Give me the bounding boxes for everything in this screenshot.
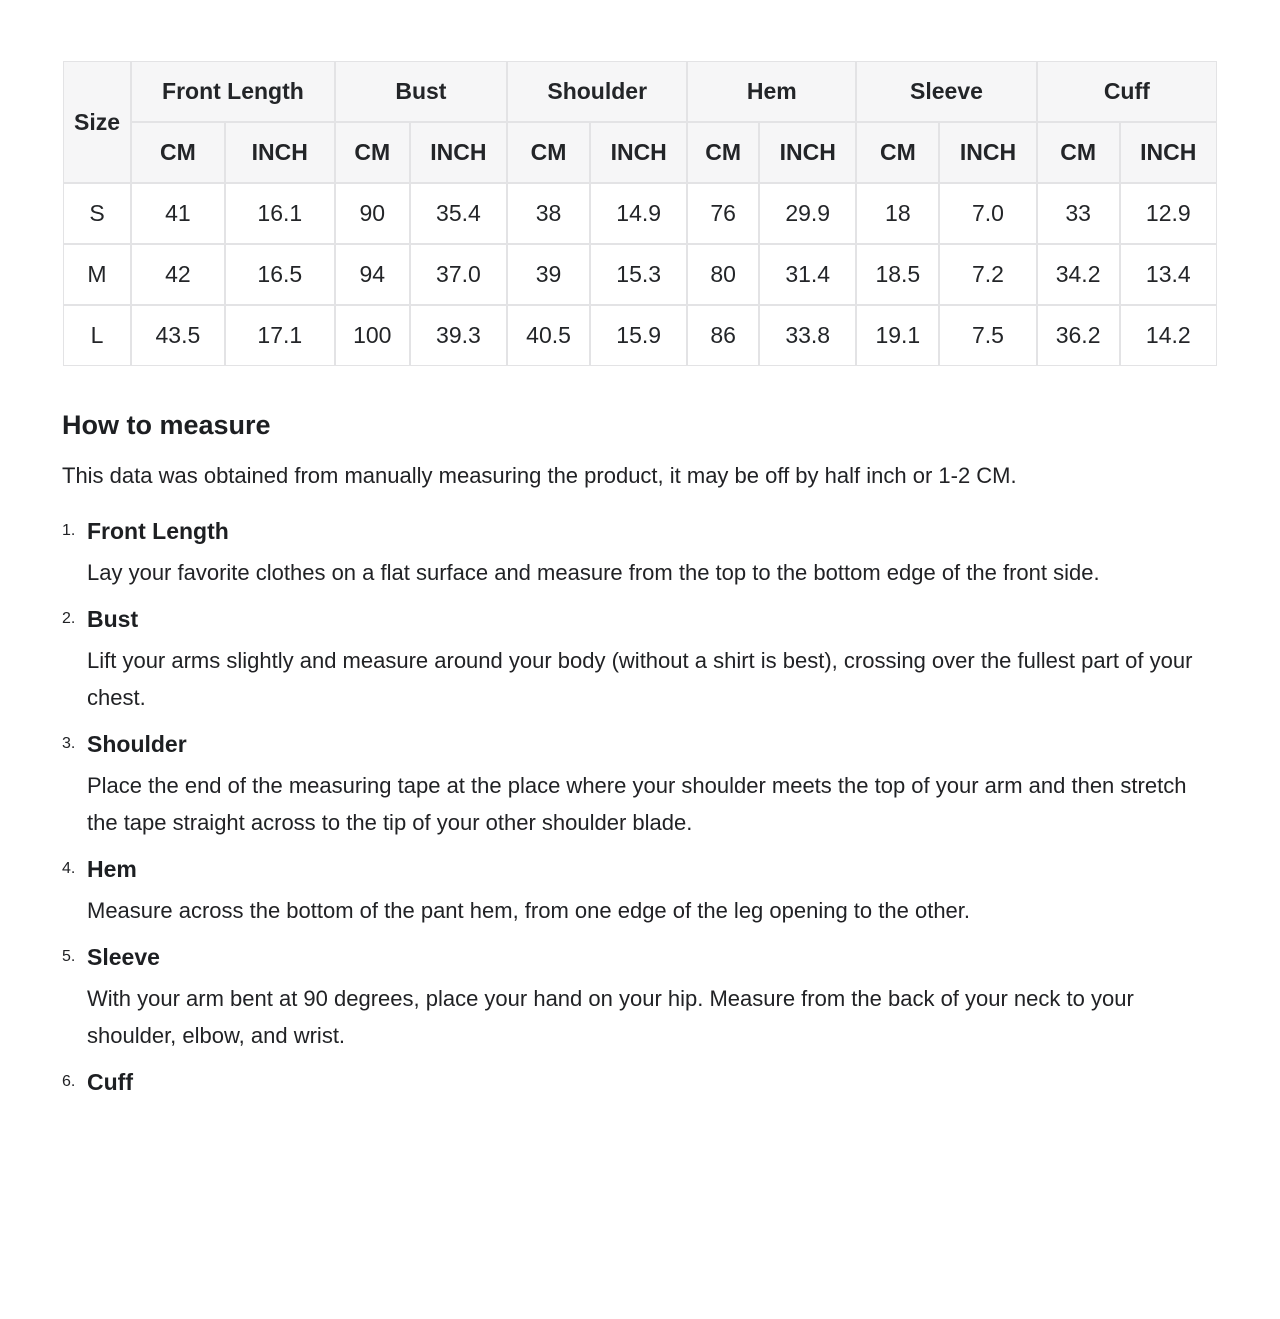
measure-step-hem (62, 854, 1218, 929)
measurement-cell: 94 (336, 245, 409, 304)
measure-steps-list (62, 516, 1218, 1097)
measurement-cell: 16.5 (226, 245, 334, 304)
measurement-cell: 39 (508, 245, 589, 304)
measurement-cell: 15.3 (591, 245, 686, 304)
measurement-cell: 29.9 (760, 184, 855, 243)
measure-step-cuff (62, 1067, 1218, 1097)
measurement-cell: 15.9 (591, 306, 686, 365)
size-cell: L (64, 306, 130, 365)
measurement-cell: 16.1 (226, 184, 334, 243)
col-group-shoulder: Shoulder (508, 62, 686, 121)
measurement-cell: 7.2 (940, 245, 1035, 304)
measurement-cell: 13.4 (1121, 245, 1216, 304)
measurement-cell: 39.3 (411, 306, 506, 365)
measurement-cell: 40.5 (508, 306, 589, 365)
size-chart-table (62, 60, 1218, 367)
table-row-size-l (64, 306, 1216, 365)
size-chart-header (64, 62, 1216, 182)
step-number: 4. (62, 860, 76, 877)
step-number: 6. (62, 1073, 76, 1090)
step-number: 1. (62, 522, 76, 539)
step-description: Place the end of the measuring tape at the place where your shoulder meets the top of your arm and then stretch the tape straight across to the tip of your other shoulder blade. (87, 773, 1187, 835)
measurement-cell: 34.2 (1038, 245, 1119, 304)
step-description: Measure across the bottom of the pant hem, from one edge of the leg opening to the other. (87, 898, 971, 923)
measurement-cell: 7.0 (940, 184, 1035, 243)
step-description: Lay your favorite clothes on a flat surface and measure from the top to the bottom edge of the front side. (87, 560, 1100, 585)
step-term: Sleeve (87, 944, 160, 970)
col-header-shoulder-cm: CM (508, 123, 589, 182)
table-row-size-s (64, 184, 1216, 243)
measurement-cell: 90 (336, 184, 409, 243)
measurement-cell: 37.0 (411, 245, 506, 304)
step-term: Hem (87, 856, 137, 882)
how-to-measure-intro: This data was obtained from manually measuring the product, it may be off by half inch or 1-2 CM. (62, 463, 1017, 488)
col-header-hem-inch: INCH (760, 123, 855, 182)
measurement-cell: 41 (132, 184, 224, 243)
step-term: Front Length (87, 518, 229, 544)
size-cell: S (64, 184, 130, 243)
col-header-bust-cm: CM (336, 123, 409, 182)
measurement-cell: 36.2 (1038, 306, 1119, 365)
measurement-cell: 14.9 (591, 184, 686, 243)
col-header-shoulder-inch: INCH (591, 123, 686, 182)
measurement-cell: 17.1 (226, 306, 334, 365)
step-term: Bust (87, 606, 139, 632)
col-header-bust-inch: INCH (411, 123, 506, 182)
measurement-cell: 42 (132, 245, 224, 304)
measure-step-bust (62, 604, 1218, 716)
col-group-bust: Bust (336, 62, 506, 121)
measurement-cell: 33.8 (760, 306, 855, 365)
table-header-row-groups (64, 62, 1216, 121)
measurement-cell: 12.9 (1121, 184, 1216, 243)
measure-step-shoulder (62, 729, 1218, 841)
col-group-hem: Hem (688, 62, 855, 121)
measurement-cell: 86 (688, 306, 758, 365)
measurement-cell: 100 (336, 306, 409, 365)
measurement-cell: 43.5 (132, 306, 224, 365)
measurement-cell: 14.2 (1121, 306, 1216, 365)
size-cell: M (64, 245, 130, 304)
table-header-row-units (64, 123, 1216, 182)
size-chart-body (64, 184, 1216, 365)
measurement-cell: 18 (857, 184, 938, 243)
col-header-sleeve-cm: CM (857, 123, 938, 182)
step-body (87, 729, 1218, 841)
measurement-cell: 19.1 (857, 306, 938, 365)
measurement-cell: 80 (688, 245, 758, 304)
step-number: 2. (62, 610, 76, 627)
step-term: Shoulder (87, 731, 187, 757)
step-description: Lift your arms slightly and measure around your body (without a shirt is best), crossing over the fullest part of your chest. (87, 648, 1193, 710)
measure-step-front-length (62, 516, 1218, 591)
step-body (87, 1067, 1218, 1097)
step-number: 3. (62, 735, 76, 752)
step-number: 5. (62, 948, 76, 965)
measurement-cell: 38 (508, 184, 589, 243)
measure-step-sleeve (62, 942, 1218, 1054)
col-header-cuff-cm: CM (1038, 123, 1119, 182)
step-body (87, 516, 1218, 591)
col-group-sleeve: Sleeve (857, 62, 1035, 121)
measurement-cell: 31.4 (760, 245, 855, 304)
step-body (87, 604, 1218, 716)
col-header-cuff-inch: INCH (1121, 123, 1216, 182)
col-header-size: Size (64, 62, 130, 182)
col-group-front-length: Front Length (132, 62, 334, 121)
measurement-cell: 18.5 (857, 245, 938, 304)
measurement-cell: 33 (1038, 184, 1119, 243)
step-description: With your arm bent at 90 degrees, place your hand on your hip. Measure from the back of your neck to your shoulder, elbow, and wrist. (87, 986, 1134, 1048)
how-to-measure-title: How to measure (62, 410, 271, 440)
measurement-cell: 76 (688, 184, 758, 243)
step-body (87, 854, 1218, 929)
col-group-cuff: Cuff (1038, 62, 1216, 121)
col-header-front-length-cm: CM (132, 123, 224, 182)
col-header-sleeve-inch: INCH (940, 123, 1035, 182)
table-row-size-m (64, 245, 1216, 304)
step-body (87, 942, 1218, 1054)
col-header-front-length-inch: INCH (226, 123, 334, 182)
measurement-cell: 35.4 (411, 184, 506, 243)
measurement-cell: 7.5 (940, 306, 1035, 365)
col-header-hem-cm: CM (688, 123, 758, 182)
step-term: Cuff (87, 1069, 133, 1095)
